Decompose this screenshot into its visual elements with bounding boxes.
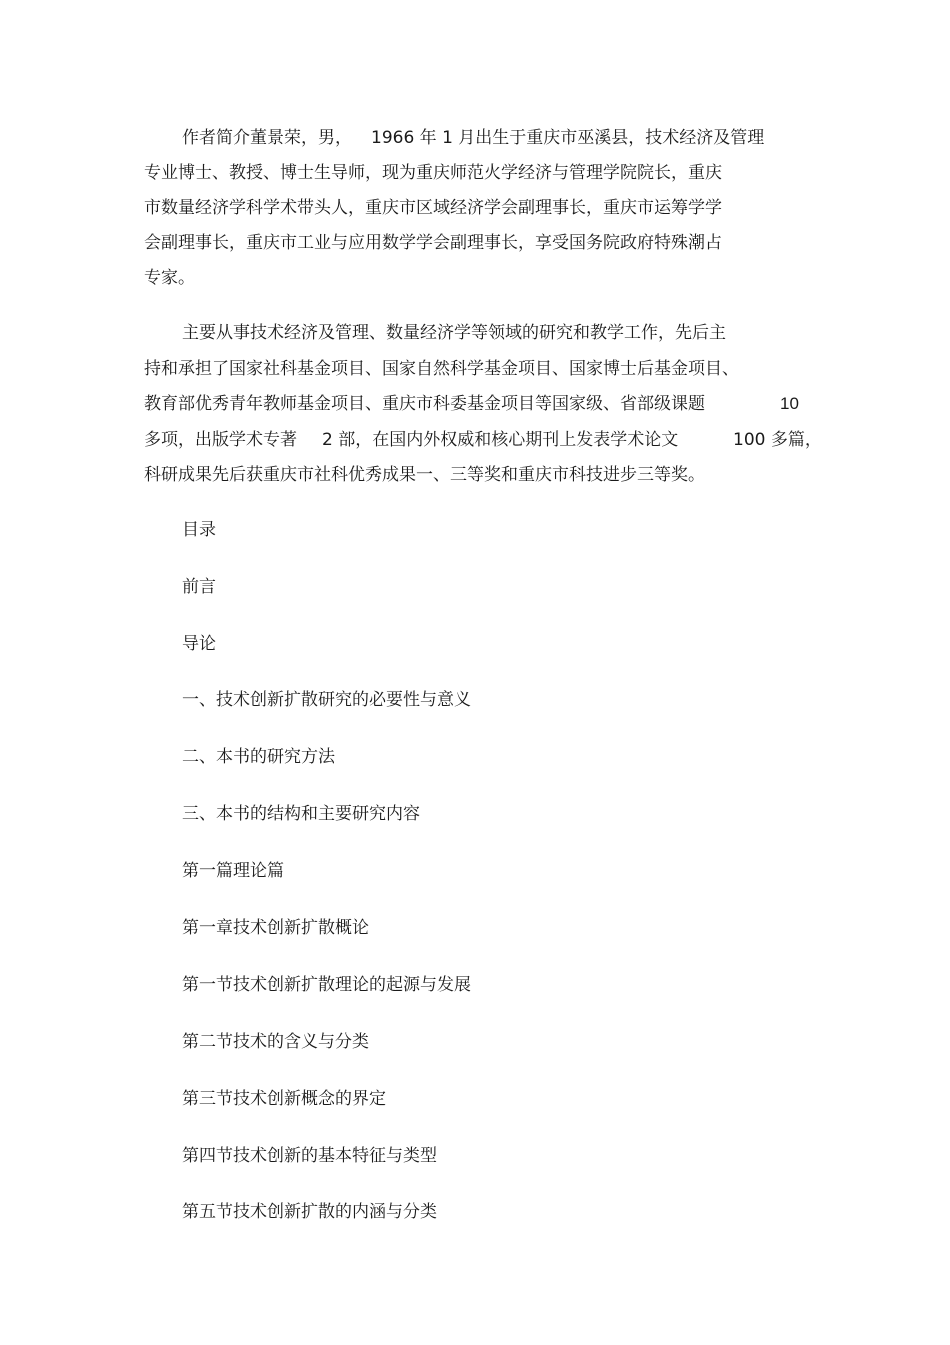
toc-item: 第一篇理论篇 bbox=[182, 861, 284, 881]
toc-item: 三、本书的结构和主要研究内容 bbox=[182, 804, 420, 824]
bio-line-2: 专业博士、教授、博士生导师，现为重庆师范火学经济与管理学院院长，重庆 bbox=[144, 163, 722, 183]
toc-item: 一、技术创新扩散研究的必要性与意义 bbox=[182, 690, 471, 710]
research-line-5: 科研成果先后获重庆市社科优秀成果一、三等奖和重庆市科技进步三等奖。 bbox=[144, 465, 705, 485]
toc-item: 第二节技术的含义与分类 bbox=[182, 1032, 369, 1052]
bio-line-5: 专家。 bbox=[144, 268, 195, 288]
research-line-4c: 100 多篇， bbox=[733, 430, 822, 450]
research-line-3: 教育部优秀青年教师基金项目、重庆市科委基金项目等国家级、省部级课题 bbox=[144, 394, 705, 414]
toc-item: 第一章技术创新扩散概论 bbox=[182, 918, 369, 938]
toc-item: 第五节技术创新扩散的内涵与分类 bbox=[182, 1202, 437, 1222]
bio-line-3: 市数量经济学科学术带头人，重庆市区域经济学会副理事长，重庆市运筹学学 bbox=[144, 198, 722, 218]
bio-line-4: 会副理事长，重庆市工业与应用数学学会副理事长，享受国务院政府特殊潮占 bbox=[144, 233, 722, 253]
research-line-4a: 多项，出版学术专著 bbox=[144, 430, 297, 450]
research-line-4b: 2 部，在国内外权威和核心期刊上发表学术论文 bbox=[322, 430, 679, 450]
toc-item: 第四节技术创新的基本特征与类型 bbox=[182, 1146, 437, 1166]
bio-line-1a: 作者简介董景荣，男， bbox=[182, 128, 352, 148]
toc-item: 第一节技术创新扩散理论的起源与发展 bbox=[182, 975, 471, 995]
research-line-2: 持和承担了国家社科基金项目、国家自然科学基金项目、国家博士后基金项目、 bbox=[144, 359, 739, 379]
toc-item: 导论 bbox=[182, 634, 216, 654]
bio-line-1b: 1966 年 1 月出生于重庆市巫溪县，技术经济及管理 bbox=[371, 128, 765, 148]
toc-item: 前言 bbox=[182, 577, 216, 597]
research-count-projects: 10 bbox=[780, 394, 799, 413]
toc-heading: 目录 bbox=[182, 520, 216, 540]
research-line-1: 主要从事技术经济及管理、数量经济学等领域的研究和教学工作，先后主 bbox=[182, 323, 726, 343]
toc-item: 二、本书的研究方法 bbox=[182, 747, 335, 767]
toc-item: 第三节技术创新概念的界定 bbox=[182, 1089, 386, 1109]
